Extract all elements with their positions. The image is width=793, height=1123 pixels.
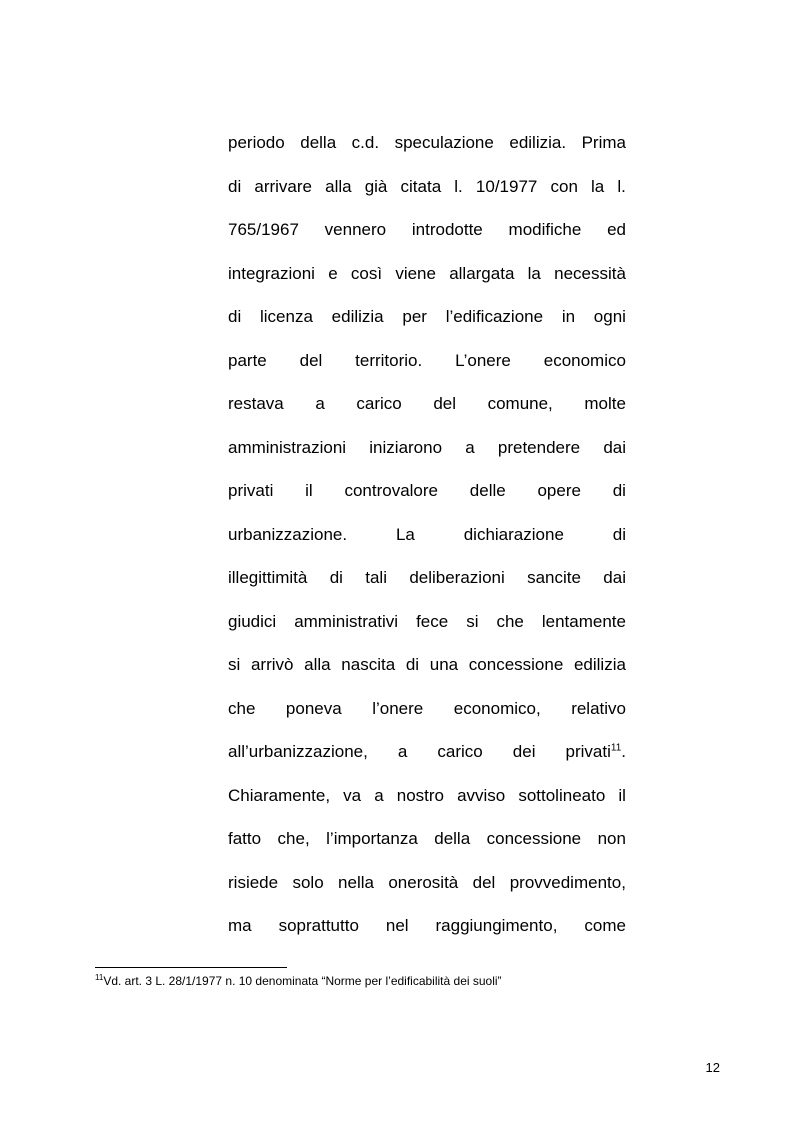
word: concessione — [486, 829, 582, 848]
word: già — [364, 176, 388, 196]
text-line — [228, 252, 626, 296]
word: il — [618, 785, 626, 805]
word: arrivare — [254, 176, 312, 196]
word: La — [395, 524, 415, 544]
word: edilizia. — [509, 133, 567, 152]
word: che, — [277, 829, 310, 848]
word: ogni — [593, 307, 626, 326]
text-line — [228, 774, 626, 818]
text-line — [228, 426, 626, 470]
word: risiede — [228, 872, 279, 892]
word: si — [466, 611, 479, 631]
word: soprattutto — [278, 916, 359, 935]
word: allargata — [449, 263, 515, 283]
word: l. — [617, 176, 626, 196]
word: 10/1977 — [475, 176, 538, 196]
text-line — [228, 861, 626, 905]
word: la — [591, 176, 605, 196]
text-line — [228, 643, 626, 687]
word: integrazioni — [228, 263, 315, 283]
word: di — [612, 524, 626, 544]
word: raggiungimento, — [435, 916, 558, 935]
word: che — [228, 698, 256, 718]
word: deliberazioni — [409, 568, 505, 587]
word: il — [305, 481, 313, 500]
word: edilizia — [331, 307, 384, 326]
word: necessità — [554, 263, 626, 283]
text-line — [228, 165, 626, 209]
text-line — [228, 382, 626, 426]
word: economico, — [453, 698, 541, 718]
word: c.d. — [351, 133, 380, 152]
word: nostro — [396, 785, 444, 805]
word: alla — [325, 176, 352, 196]
text-line — [228, 295, 626, 339]
word: carico — [437, 742, 483, 761]
word: giudici — [228, 611, 277, 631]
word: del — [472, 872, 496, 892]
word: nel — [385, 916, 409, 935]
word: periodo — [228, 133, 285, 152]
word: territorio. — [355, 350, 423, 370]
footnote-separator — [95, 967, 287, 968]
text-line — [228, 817, 626, 861]
word: di — [612, 481, 626, 500]
word: a — [397, 742, 408, 761]
word: privati$^{11}$. — [565, 742, 626, 761]
word: così — [350, 263, 383, 283]
word: Chiaramente, — [228, 785, 331, 805]
text-line — [228, 121, 626, 165]
word: fatto — [228, 829, 262, 848]
word: una — [429, 655, 459, 674]
word: economico — [543, 350, 626, 370]
word: opere — [537, 481, 581, 500]
word: a — [315, 394, 325, 413]
text-line — [228, 904, 626, 948]
word: della — [434, 829, 471, 848]
word: dai — [603, 437, 626, 457]
word: delle — [469, 481, 506, 500]
word: a — [465, 437, 475, 457]
word: 765/1967 — [228, 220, 299, 239]
word: dei — [512, 742, 536, 761]
word: l’importanza — [326, 829, 418, 848]
word: di — [228, 307, 242, 326]
word: concessione — [468, 655, 564, 674]
word: per — [402, 307, 427, 326]
word: avviso — [457, 785, 506, 805]
word: L’onere — [455, 350, 511, 370]
word: controvalore — [344, 481, 439, 500]
text-line — [228, 469, 626, 513]
footnote-text: Vd. art. 3 L. 28/1/1977 n. 10 denominata “Norme per l’edificabilità dei suoli” — [103, 974, 502, 988]
text-line — [228, 208, 626, 252]
word: licenza — [259, 307, 313, 326]
word: l’onere — [372, 698, 424, 718]
text-line — [228, 600, 626, 644]
footnote-number: 11 — [95, 973, 104, 982]
word: arrivò — [250, 655, 294, 674]
word: poneva — [285, 698, 342, 718]
word: dai — [603, 568, 626, 587]
word: alla — [304, 655, 331, 674]
word: del — [433, 394, 456, 413]
word: urbanizzazione. — [228, 524, 348, 544]
word: della — [300, 133, 337, 152]
word: tali — [365, 568, 387, 587]
word: amministrativi — [294, 611, 399, 631]
word: vennero — [324, 220, 387, 239]
word: di — [329, 568, 343, 587]
word: viene — [395, 263, 436, 283]
word: di — [228, 176, 242, 196]
word: amministrazioni — [228, 437, 347, 457]
page-number: 12 — [705, 1060, 720, 1075]
word: citata — [400, 176, 442, 196]
word: pretendere — [497, 437, 581, 457]
word: l. — [454, 176, 463, 196]
text-line-with-footnote-ref — [228, 730, 626, 774]
word: Prima — [581, 133, 626, 152]
word: edilizia — [573, 655, 626, 674]
word: nella — [338, 872, 374, 892]
word: illegittimità — [228, 568, 308, 587]
word: lentamente — [541, 611, 626, 631]
word: di — [405, 655, 420, 674]
word: ma — [228, 916, 252, 935]
word: restava — [228, 394, 284, 413]
word: sottolineato — [518, 785, 606, 805]
footnote — [95, 974, 502, 988]
word: in — [561, 307, 576, 326]
word: privati — [228, 481, 274, 500]
word: solo — [292, 872, 324, 892]
word: molte — [584, 394, 626, 413]
word: relativo — [571, 698, 626, 718]
word: con — [550, 176, 578, 196]
word: iniziarono — [369, 437, 443, 457]
text-line — [228, 687, 626, 731]
text-line — [228, 339, 626, 383]
word: del — [299, 350, 323, 370]
word: carico — [356, 394, 402, 413]
text-line — [228, 556, 626, 600]
word: comune, — [487, 394, 553, 413]
word: come — [584, 916, 626, 935]
word: a — [374, 785, 384, 805]
footnote-reference[interactable]: 11 — [610, 742, 622, 754]
word: dichiarazione — [463, 524, 564, 544]
word: si — [228, 655, 241, 674]
word: la — [527, 263, 541, 283]
word: che — [496, 611, 524, 631]
word: non — [597, 829, 626, 848]
text-line — [228, 513, 626, 557]
word: l’edificazione — [445, 307, 544, 326]
word: onerosità — [388, 872, 459, 892]
word: nascita — [341, 655, 396, 674]
word: ed — [607, 220, 626, 239]
word: provvedimento, — [509, 872, 626, 892]
word: va — [343, 785, 362, 805]
word: parte — [228, 350, 267, 370]
word: fece — [416, 611, 449, 631]
word: all’urbanizzazione, — [228, 742, 368, 761]
word: e — [328, 263, 338, 283]
word: sancite — [527, 568, 581, 587]
word: modifiche — [508, 220, 582, 239]
word: introdotte — [411, 220, 483, 239]
word: speculazione — [394, 133, 494, 152]
body-paragraph — [228, 121, 626, 948]
